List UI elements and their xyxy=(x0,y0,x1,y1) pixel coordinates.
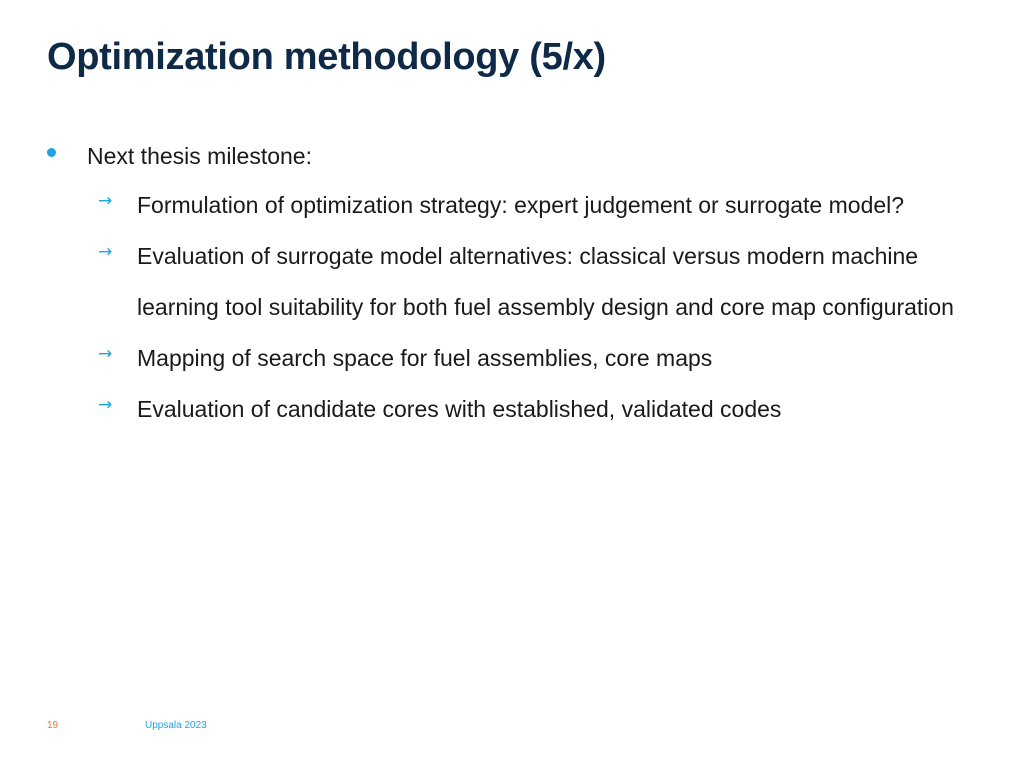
sub-item xyxy=(98,333,978,384)
sub-item-text: Formulation of optimization strategy: expert judgement or surrogate model? xyxy=(137,192,905,218)
bullet-text: Next thesis milestone: xyxy=(87,143,312,169)
page-number: 19 xyxy=(47,720,59,731)
sub-item xyxy=(98,180,978,231)
arrow-right-icon: → xyxy=(98,395,113,415)
sub-item-text: Evaluation of candidate cores with established, validated codes xyxy=(137,396,782,422)
slide-title: Optimization methodology (5/x) xyxy=(47,36,606,78)
footer-label: Uppsala 2023 xyxy=(145,720,207,731)
sub-item xyxy=(98,231,978,333)
arrow-right-icon: → xyxy=(98,344,113,364)
sub-item-text: Evaluation of surrogate model alternatives: classical versus modern machine learning tool suitability for both fuel assembly design and core map configuration xyxy=(137,243,954,320)
sub-item-list xyxy=(98,180,978,435)
sub-item-text: Mapping of search space for fuel assemblies, core maps xyxy=(137,345,713,371)
arrow-right-icon: → xyxy=(98,242,113,262)
bullet-item xyxy=(47,138,312,174)
sub-item xyxy=(98,384,978,435)
bullet-dot-icon xyxy=(47,148,56,157)
arrow-right-icon: → xyxy=(98,191,113,211)
